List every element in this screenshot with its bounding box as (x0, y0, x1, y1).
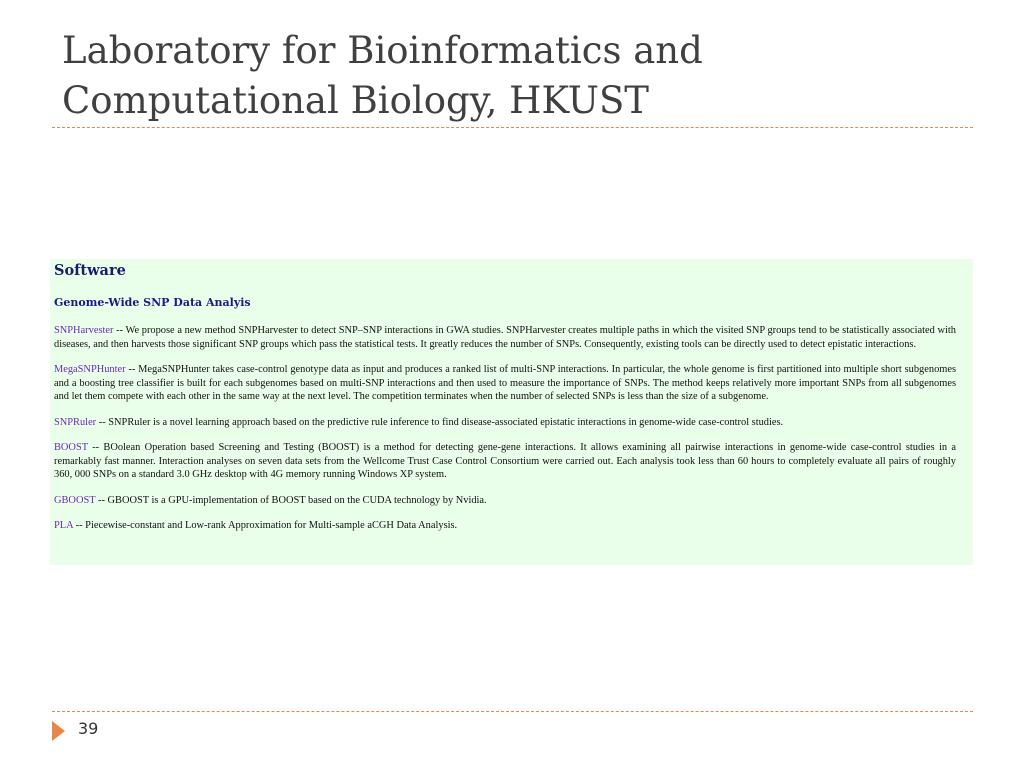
link-boost[interactable]: BOOST (54, 442, 88, 453)
software-entry-snpruler (54, 416, 956, 430)
software-entry-pla (54, 519, 956, 533)
link-gboost[interactable]: GBOOST (54, 494, 96, 506)
entry-description: -- We propose a new method SNPHarvester to detect SNP–SNP interactions in GWA studies. SNPHarvester creates multiple paths in which the visited SNP groups tend to be statistically associated with diseases, and then harvests those significant SNP groups which pass the statistical tests. It greatly reduces the number of SNPs. Consequently, existing tools can be directly used to detect epistatic interactions. (54, 325, 956, 350)
entry-description: -- BOolean Operation based Screening and Testing (BOOST) is a method for detecting gene-gene interactions. It allows examining all pairwise interactions in genome-wide case-control studies in a remarkably fast manner. Interaction analyses on seven data sets from the Wellcome Trust Case Control Consortium were carried out. Each analysis took less than 60 hours to completely evaluate all pairs of roughly 360, 000 SNPs on a standard 3.0 GHz desktop with 4G memory running Windows XP system. (54, 442, 956, 480)
entry-description: -- Piecewise-constant and Low-rank Approximation for Multi-sample aCGH Data Analysis. (73, 520, 458, 531)
panel-heading: Software (54, 262, 126, 279)
panel-subheading: Genome-Wide SNP Data Analyis (54, 296, 251, 309)
software-entry-boost (54, 441, 956, 482)
bottom-divider (52, 711, 973, 712)
link-megasnphunter[interactable]: MegaSNPHunter (54, 364, 126, 375)
software-panel (50, 259, 973, 565)
link-snpharvester[interactable]: SNPHarvester (54, 325, 114, 336)
link-pla[interactable]: PLA (54, 520, 74, 531)
slide-title-line-1: Laboratory for Bioinformatics and (62, 29, 703, 72)
software-entry-snpharvester (54, 324, 956, 351)
entry-description: -- GBOOST is a GPU-implementation of BOOST based on the CUDA technology by Nvidia. (95, 494, 487, 506)
software-entry-megasnphunter (54, 363, 956, 404)
top-divider (52, 127, 973, 128)
entry-description: -- MegaSNPHunter takes case-control genotype data as input and produces a ranked list of multi-SNP interactions. In particular, the whole genome is first partitioned into multiple short subgenomes and a boosting tree classifier is built for each subgenomes based on multi-SNP interactions and then used to measure the importance of SNPs. The method keeps relatively more important SNPs from all subgenomes and let them compete with each other in the same way at the next level. The competition terminates when the number of selected SNPs is less than the size of a subgenome. (54, 364, 956, 402)
page-number: 39 (78, 719, 99, 738)
software-entry-gboost (54, 494, 956, 508)
slide-title (62, 26, 962, 126)
slide-title-line-2: Computational Biology, HKUST (62, 79, 649, 122)
entry-description: -- SNPRuler is a novel learning approach based on the predictive rule inference to find disease-associated epistatic interactions in genome-wide case-control studies. (96, 416, 784, 428)
triangle-bullet-icon (52, 721, 65, 741)
link-snpruler[interactable]: SNPRuler (54, 416, 97, 428)
